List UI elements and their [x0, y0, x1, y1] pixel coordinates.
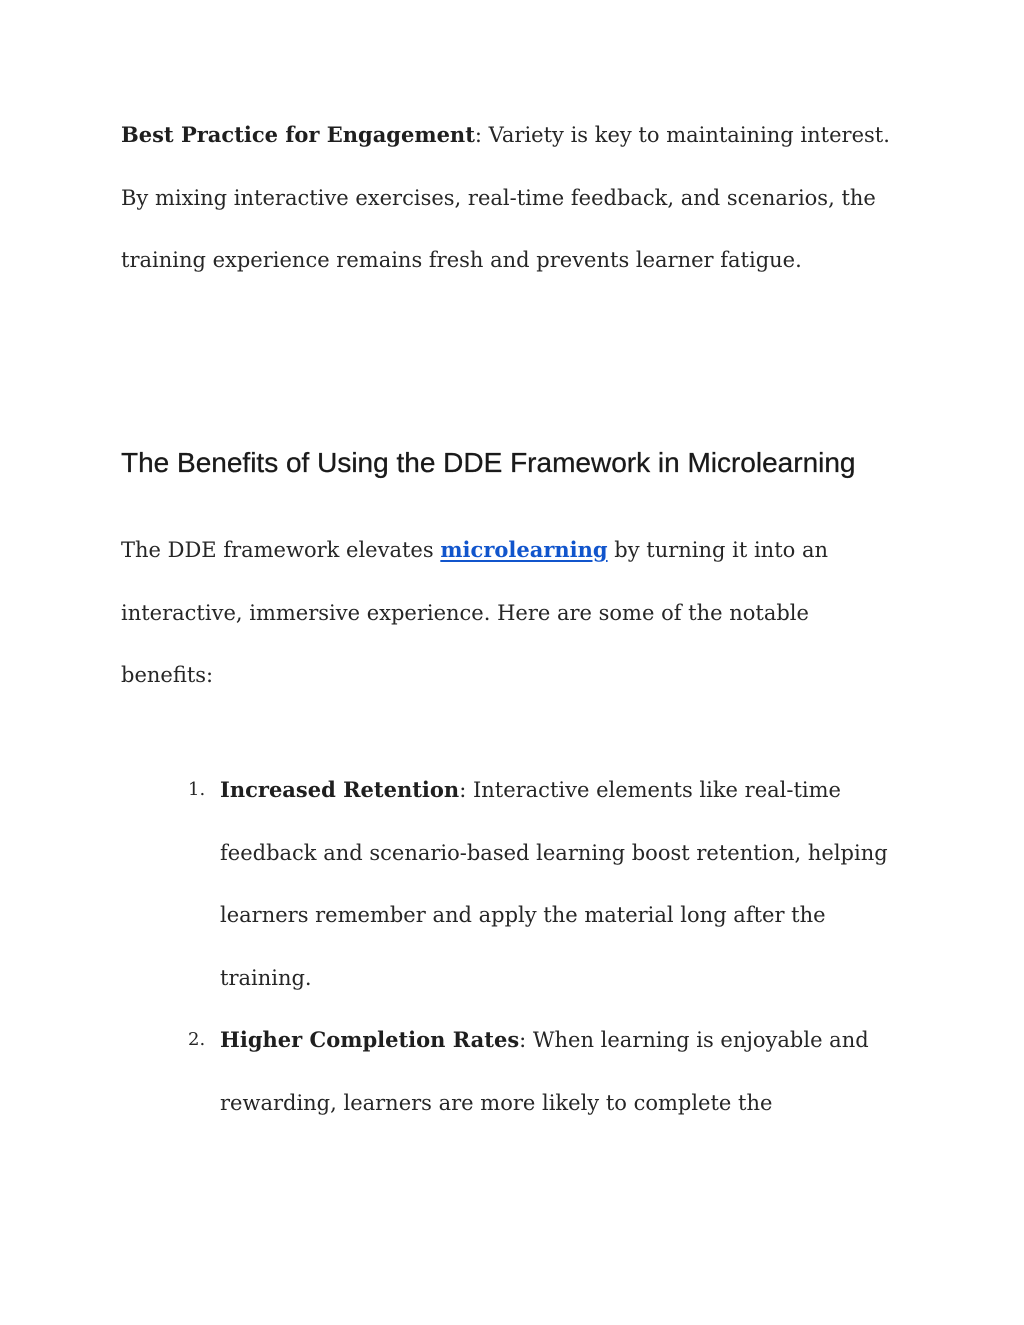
- intro-text-after: by turning it into an interactive, immersive experience. Here are some of the notable benefits:: [121, 538, 829, 687]
- list-item: [182, 759, 902, 1009]
- list-item-title: Increased Retention: [220, 777, 460, 802]
- intro-paragraph: [121, 519, 901, 707]
- list-item: [182, 1009, 902, 1134]
- engagement-paragraph: [121, 104, 901, 292]
- benefits-list: [182, 759, 902, 1134]
- list-item-number: 1.: [188, 779, 206, 800]
- engagement-text: : Variety is key to maintaining interest. By mixing interactive exercises, real-time feedback, and scenarios, the training experience remains fresh and prevents learner fatigue.: [121, 123, 890, 272]
- section-heading: The Benefits of Using the DDE Framework in Microlearning: [121, 447, 856, 478]
- engagement-bold-label: Best Practice for Engagement: [121, 122, 475, 147]
- intro-text-before: The DDE framework elevates: [121, 538, 441, 562]
- microlearning-link[interactable]: microlearning: [440, 537, 608, 562]
- list-item-number: 2.: [188, 1029, 206, 1050]
- list-item-title: Higher Completion Rates: [220, 1027, 520, 1052]
- list-item-text: : When learning is enjoyable and rewarding, learners are more likely to complete the: [220, 1028, 869, 1115]
- list-item-text: : Interactive elements like real-time feedback and scenario-based learning boost retention, helping learners remember and apply the material long after the training.: [220, 778, 888, 990]
